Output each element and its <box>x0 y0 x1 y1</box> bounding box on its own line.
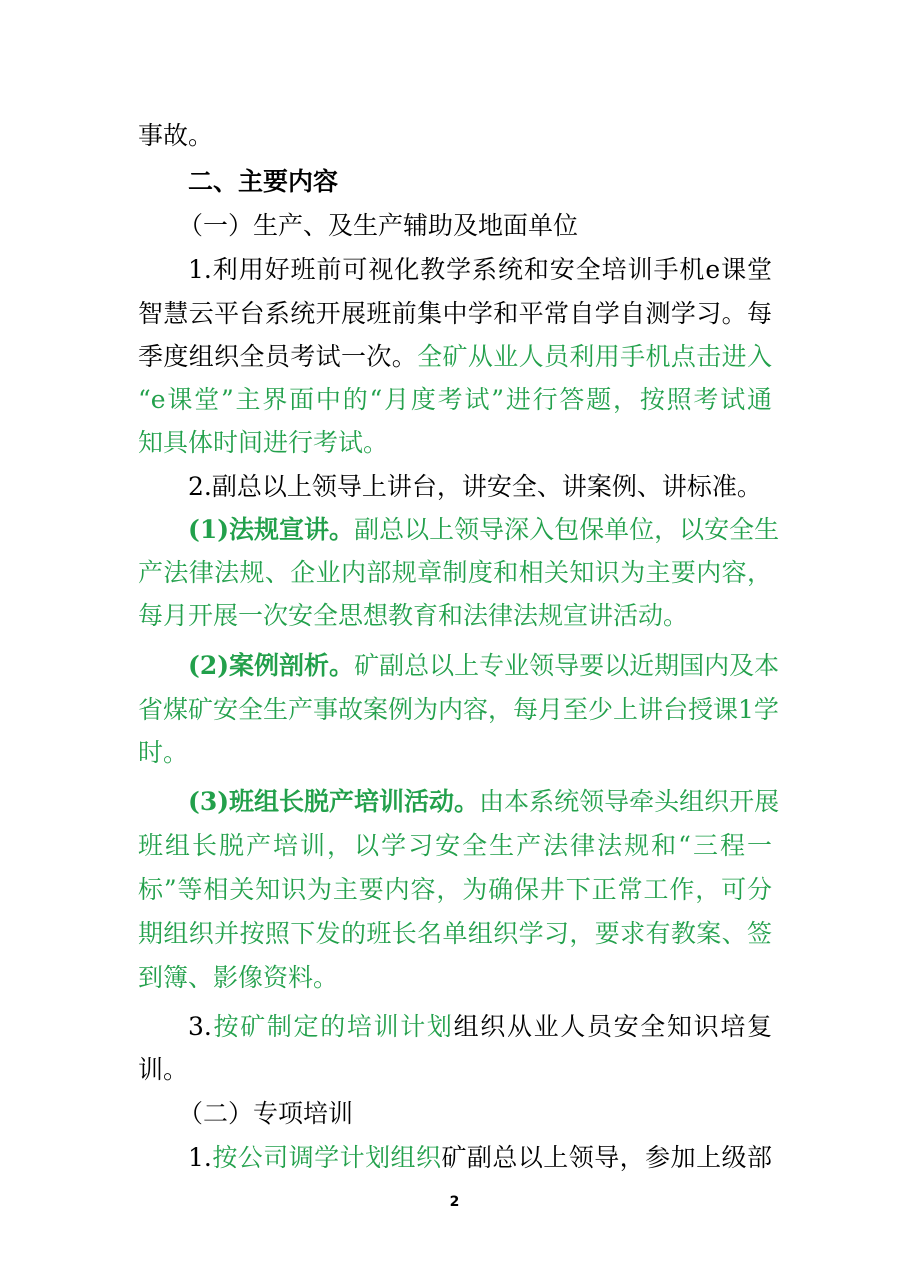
paragraph-line: “e课堂”主界面中的“月度考试”进行答题，按照考试通 <box>138 385 772 414</box>
paragraph-line: 省煤矿安全生产事故案例为内容，每月至少上讲台授课1学 <box>138 695 779 724</box>
highlighted-text: 按矿制定的培训计划 <box>211 1012 454 1041</box>
bold-lead: (1)法规宣讲。 <box>188 515 355 544</box>
paragraph-line: 3.按矿制定的培训计划组织从业人员安全知识培复 <box>188 1012 772 1041</box>
paragraph-line: 事故。 <box>138 121 214 150</box>
subsection-heading: （二）专项培训 <box>178 1099 354 1128</box>
highlighted-text: 按公司调学计划组织 <box>211 1143 442 1172</box>
paragraph-line: 1.利用好班前可视化教学系统和安全培训手机e课堂 <box>188 255 772 284</box>
bold-lead: (2)案例剖析。 <box>188 651 355 680</box>
paragraph-line: 班组长脱产培训，以学习安全生产法律法规和“三程一 <box>138 831 772 860</box>
paragraph-line: 2.副总以上领导上讲台，讲安全、讲案例、讲标准。 <box>188 472 762 501</box>
paragraph-line: (1)法规宣讲。副总以上领导深入包保单位，以安全生 <box>188 515 780 544</box>
paragraph-line: 知具体时间进行考试。 <box>138 428 389 457</box>
paragraph-line: 标”等相关知识为主要内容，为确保井下正常工作，可分 <box>138 875 772 904</box>
bold-lead: (3)班组长脱产培训活动。 <box>188 787 480 816</box>
paragraph-line: (3)班组长脱产培训活动。由本系统领导牵头组织开展 <box>188 787 780 816</box>
page-number: 2 <box>449 1194 460 1210</box>
paragraph-line: 时。 <box>138 738 189 767</box>
subsection-heading: （一）生产、及生产辅助及地面单位 <box>178 211 579 240</box>
paragraph-line: 期组织并按照下发的班长名单组织学习，要求有教案、签 <box>138 919 772 948</box>
paragraph-line: 1.按公司调学计划组织矿副总以上领导，参加上级部 <box>188 1143 772 1172</box>
paragraph-line: 训。 <box>138 1055 189 1084</box>
section-heading: 二、主要内容 <box>188 167 339 196</box>
paragraph-line: (2)案例剖析。矿副总以上专业领导要以近期国内及本 <box>188 651 780 680</box>
highlighted-text: 全矿从业人员利用手机点击进入 <box>417 342 772 371</box>
paragraph-line: 产法律法规、企业内部规章制度和相关知识为主要内容， <box>138 558 772 587</box>
paragraph-line: 季度组织全员考试一次。全矿从业人员利用手机点击进入 <box>138 342 772 371</box>
paragraph-line: 智慧云平台系统开展班前集中学和平常自学自测学习。每 <box>138 299 772 328</box>
paragraph-line: 每月开展一次安全思想教育和法律法规宣讲活动。 <box>138 601 689 630</box>
paragraph-line: 到簿、影像资料。 <box>138 963 339 992</box>
